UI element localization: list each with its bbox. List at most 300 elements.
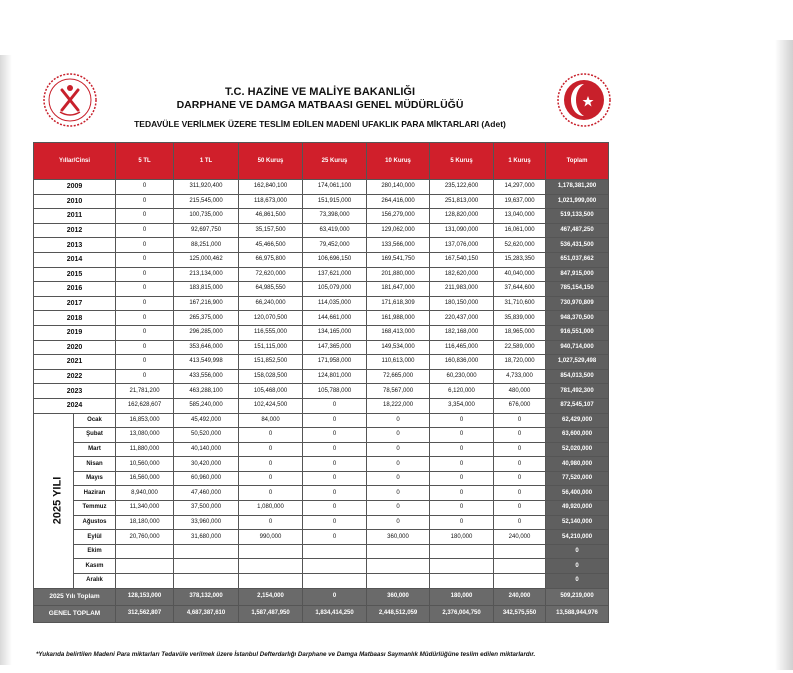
data-cell: 433,556,000 — [174, 369, 239, 384]
data-cell — [303, 544, 367, 559]
table-row — [34, 355, 609, 370]
data-cell: 124,801,000 — [303, 369, 367, 384]
header-cell: Yıllar/Cinsi — [34, 143, 116, 180]
data-cell: 211,983,000 — [430, 282, 494, 297]
data-cell: 118,673,000 — [239, 194, 303, 209]
data-cell: 0 — [367, 486, 430, 501]
row-total-cell: 0 — [546, 574, 609, 589]
data-cell: 63,419,000 — [303, 223, 367, 238]
data-cell: 102,424,500 — [239, 398, 303, 413]
data-cell: 0 — [430, 442, 494, 457]
data-cell: 149,534,000 — [367, 340, 430, 355]
data-cell — [367, 559, 430, 574]
data-cell: 60,230,000 — [430, 369, 494, 384]
table-row — [34, 515, 609, 530]
data-cell: 0 — [239, 471, 303, 486]
data-cell: 180,150,000 — [430, 296, 494, 311]
data-cell: 0 — [303, 398, 367, 413]
table-row — [34, 180, 609, 195]
data-cell: 413,549,998 — [174, 355, 239, 370]
data-cell: 31,710,600 — [494, 296, 546, 311]
data-cell: 1,587,487,950 — [239, 605, 303, 622]
data-cell: 18,965,000 — [494, 325, 546, 340]
data-cell: 463,288,100 — [174, 384, 239, 399]
data-cell: 180,000 — [430, 530, 494, 545]
data-cell: 265,375,000 — [174, 311, 239, 326]
data-cell: 11,340,000 — [116, 501, 174, 516]
data-cell: 311,920,400 — [174, 180, 239, 195]
table-row — [34, 369, 609, 384]
data-cell: 0 — [367, 501, 430, 516]
data-cell: 125,000,462 — [174, 252, 239, 267]
year-label: 2022 — [34, 369, 116, 384]
data-cell — [174, 574, 239, 589]
data-cell: 11,880,000 — [116, 442, 174, 457]
data-cell: 16,061,000 — [494, 223, 546, 238]
data-cell: 0 — [367, 413, 430, 428]
data-cell: 106,696,150 — [303, 252, 367, 267]
table-row — [34, 238, 609, 253]
month-label: Şubat — [74, 428, 116, 443]
data-cell: 72,665,000 — [367, 369, 430, 384]
table-row — [34, 442, 609, 457]
data-cell — [239, 559, 303, 574]
data-cell: 18,180,000 — [116, 515, 174, 530]
year-label: 2012 — [34, 223, 116, 238]
data-cell: 35,839,000 — [494, 311, 546, 326]
data-cell: 105,079,000 — [303, 282, 367, 297]
data-cell — [116, 574, 174, 589]
month-label: Kasım — [74, 559, 116, 574]
data-cell: 676,000 — [494, 398, 546, 413]
data-cell: 161,988,000 — [367, 311, 430, 326]
row-total-cell: 730,970,809 — [546, 296, 609, 311]
data-cell: 134,165,000 — [303, 325, 367, 340]
data-cell: 585,240,000 — [174, 398, 239, 413]
data-cell: 215,545,000 — [174, 194, 239, 209]
page-shadow-left — [0, 55, 12, 665]
data-cell: 240,000 — [494, 588, 546, 605]
data-cell: 353,646,000 — [174, 340, 239, 355]
data-cell: 60,960,000 — [174, 471, 239, 486]
header-cell: 50 Kuruş — [239, 143, 303, 180]
data-cell: 52,620,000 — [494, 238, 546, 253]
row-total-cell: 854,013,500 — [546, 369, 609, 384]
coin-delivery-table — [33, 142, 609, 623]
data-cell: 0 — [239, 486, 303, 501]
data-cell: 0 — [239, 442, 303, 457]
data-cell: 116,465,000 — [430, 340, 494, 355]
data-cell: 0 — [116, 340, 174, 355]
data-cell: 0 — [116, 369, 174, 384]
data-cell: 312,562,807 — [116, 605, 174, 622]
data-cell: 30,420,000 — [174, 457, 239, 472]
table-row — [34, 486, 609, 501]
row-total-cell: 52,020,000 — [546, 442, 609, 457]
data-cell: 235,122,600 — [430, 180, 494, 195]
data-cell: 40,040,000 — [494, 267, 546, 282]
data-cell: 251,813,000 — [430, 194, 494, 209]
data-cell: 35,157,500 — [239, 223, 303, 238]
data-cell: 151,115,000 — [239, 340, 303, 355]
table-row — [34, 282, 609, 297]
year-label: 2013 — [34, 238, 116, 253]
table-row — [34, 530, 609, 545]
data-cell: 10,560,000 — [116, 457, 174, 472]
data-cell: 201,880,000 — [367, 267, 430, 282]
month-label: Aralık — [74, 574, 116, 589]
table-row — [34, 194, 609, 209]
data-cell: 0 — [430, 428, 494, 443]
row-total-cell: 63,600,000 — [546, 428, 609, 443]
header-cell: 10 Kuruş — [367, 143, 430, 180]
data-cell: 50,520,000 — [174, 428, 239, 443]
data-cell: 21,781,200 — [116, 384, 174, 399]
data-cell — [174, 559, 239, 574]
year-label: 2023 — [34, 384, 116, 399]
year-label: 2024 — [34, 398, 116, 413]
row-total-cell: 62,429,000 — [546, 413, 609, 428]
data-cell — [430, 559, 494, 574]
table-row — [34, 457, 609, 472]
directorate-title: DARPHANE VE DAMGA MATBAASI GENEL MÜDÜRLÜĞÜ — [176, 99, 464, 111]
row-total-cell: 1,027,529,498 — [546, 355, 609, 370]
data-cell — [116, 559, 174, 574]
table-row — [34, 384, 609, 399]
row-total-cell: 77,520,000 — [546, 471, 609, 486]
data-cell: 0 — [494, 515, 546, 530]
data-cell: 105,788,000 — [303, 384, 367, 399]
data-cell: 240,000 — [494, 530, 546, 545]
data-cell: 16,853,000 — [116, 413, 174, 428]
data-cell: 45,492,000 — [174, 413, 239, 428]
data-cell: 0 — [239, 457, 303, 472]
data-cell: 0 — [430, 413, 494, 428]
data-cell: 0 — [303, 530, 367, 545]
data-cell: 2,154,000 — [239, 588, 303, 605]
table-row — [34, 574, 609, 589]
data-cell: 18,720,000 — [494, 355, 546, 370]
row-total-cell: 1,178,381,200 — [546, 180, 609, 195]
data-cell: 0 — [239, 515, 303, 530]
data-cell: 37,500,000 — [174, 501, 239, 516]
data-cell: 168,413,000 — [367, 325, 430, 340]
data-cell — [174, 544, 239, 559]
row-total-cell: 0 — [546, 544, 609, 559]
row-total-cell: 54,210,000 — [546, 530, 609, 545]
data-cell: 6,120,000 — [430, 384, 494, 399]
table-row — [34, 544, 609, 559]
data-cell: 79,452,000 — [303, 238, 367, 253]
ministry-title: T.C. HAZİNE VE MALİYE BAKANLIĞI — [224, 86, 416, 98]
table-subtitle: TEDAVÜLE VERİLMEK ÜZERE TESLİM EDİLEN MADENİ UFAKLIK PARA MİKTARLARI (Adet) — [134, 119, 506, 129]
year-label: 2018 — [34, 311, 116, 326]
data-cell: 360,000 — [367, 530, 430, 545]
data-cell: 182,620,000 — [430, 267, 494, 282]
data-cell: 296,285,000 — [174, 325, 239, 340]
row-total-cell: 56,400,000 — [546, 486, 609, 501]
data-cell — [303, 574, 367, 589]
data-cell: 64,985,550 — [239, 282, 303, 297]
data-cell: 4,733,000 — [494, 369, 546, 384]
data-cell: 0 — [116, 282, 174, 297]
data-cell: 0 — [494, 501, 546, 516]
data-cell: 2,376,004,750 — [430, 605, 494, 622]
data-cell: 378,132,000 — [174, 588, 239, 605]
data-cell: 88,251,000 — [174, 238, 239, 253]
month-label: Eylül — [74, 530, 116, 545]
page-shadow-right — [775, 40, 793, 670]
data-cell: 14,297,000 — [494, 180, 546, 195]
data-cell: 137,621,000 — [303, 267, 367, 282]
month-label: Ağustos — [74, 515, 116, 530]
data-cell: 129,062,000 — [367, 223, 430, 238]
data-cell: 0 — [116, 194, 174, 209]
data-cell: 45,466,500 — [239, 238, 303, 253]
row-total-cell: 49,920,000 — [546, 501, 609, 516]
data-cell: 360,000 — [367, 588, 430, 605]
month-label: Temmuz — [74, 501, 116, 516]
data-cell: 0 — [303, 457, 367, 472]
data-cell: 174,061,100 — [303, 180, 367, 195]
data-cell — [430, 574, 494, 589]
data-cell: 114,035,000 — [303, 296, 367, 311]
data-cell: 167,540,150 — [430, 252, 494, 267]
data-cell: 180,000 — [430, 588, 494, 605]
year-label: 2017 — [34, 296, 116, 311]
data-cell: 3,354,000 — [430, 398, 494, 413]
data-cell: 171,618,309 — [367, 296, 430, 311]
data-cell: 0 — [367, 471, 430, 486]
data-cell: 151,852,500 — [239, 355, 303, 370]
data-cell: 0 — [303, 486, 367, 501]
footnote: *Yukarıda belirtilen Madeni Para miktarları Tedavüle verilmek üzere İstanbul Defterdarlığı Darphane ve Damga Matbaası Saymanlık Müdürlüğüne teslim edilen miktarlardır. — [36, 651, 536, 658]
data-cell: 133,566,000 — [367, 238, 430, 253]
row-total-cell: 948,370,500 — [546, 311, 609, 326]
data-cell: 183,815,000 — [174, 282, 239, 297]
data-cell: 0 — [367, 457, 430, 472]
table-row — [34, 311, 609, 326]
year-2025-side-label — [34, 413, 74, 588]
data-cell: 162,840,100 — [239, 180, 303, 195]
table-row — [34, 559, 609, 574]
data-cell: 8,940,000 — [116, 486, 174, 501]
data-cell — [239, 544, 303, 559]
summary-row — [34, 588, 609, 605]
table-row — [34, 501, 609, 516]
data-cell: 2,448,512,059 — [367, 605, 430, 622]
data-cell — [494, 559, 546, 574]
data-cell: 0 — [494, 486, 546, 501]
data-cell: 990,000 — [239, 530, 303, 545]
data-cell: 0 — [116, 223, 174, 238]
data-cell: 128,153,000 — [116, 588, 174, 605]
data-cell: 0 — [494, 413, 546, 428]
year-label: 2014 — [34, 252, 116, 267]
data-cell: 0 — [303, 588, 367, 605]
summary-label: GENEL TOPLAM — [34, 605, 116, 622]
data-cell: 147,365,000 — [303, 340, 367, 355]
data-cell: 33,960,000 — [174, 515, 239, 530]
data-cell — [494, 544, 546, 559]
data-cell: 0 — [303, 428, 367, 443]
year-label: 2016 — [34, 282, 116, 297]
month-label: Ekim — [74, 544, 116, 559]
data-cell — [303, 559, 367, 574]
header-cell: 5 TL — [116, 143, 174, 180]
data-cell: 46,861,500 — [239, 209, 303, 224]
data-cell: 4,687,387,610 — [174, 605, 239, 622]
header-cell: 1 TL — [174, 143, 239, 180]
table-row — [34, 296, 609, 311]
table-row — [34, 223, 609, 238]
data-cell: 0 — [116, 238, 174, 253]
data-cell: 16,560,000 — [116, 471, 174, 486]
year-label: 2010 — [34, 194, 116, 209]
data-cell — [367, 544, 430, 559]
data-cell: 20,760,000 — [116, 530, 174, 545]
data-cell: 0 — [430, 515, 494, 530]
row-total-cell: 536,431,500 — [546, 238, 609, 253]
data-cell: 22,589,000 — [494, 340, 546, 355]
data-cell: 264,416,000 — [367, 194, 430, 209]
table-row — [34, 267, 609, 282]
data-cell: 0 — [303, 501, 367, 516]
data-cell: 1,080,000 — [239, 501, 303, 516]
data-cell: 13,080,000 — [116, 428, 174, 443]
data-cell: 78,567,000 — [367, 384, 430, 399]
header-cell: 25 Kuruş — [303, 143, 367, 180]
data-cell: 84,000 — [239, 413, 303, 428]
data-cell: 0 — [239, 428, 303, 443]
data-cell: 0 — [494, 428, 546, 443]
data-cell: 66,240,000 — [239, 296, 303, 311]
year-label: 2011 — [34, 209, 116, 224]
data-cell: 110,613,000 — [367, 355, 430, 370]
row-total-cell: 781,492,300 — [546, 384, 609, 399]
data-cell: 31,680,000 — [174, 530, 239, 545]
data-cell: 128,820,000 — [430, 209, 494, 224]
data-cell: 0 — [494, 457, 546, 472]
data-cell: 0 — [303, 413, 367, 428]
row-total-cell: 872,545,107 — [546, 398, 609, 413]
data-cell: 13,040,000 — [494, 209, 546, 224]
data-cell: 220,437,000 — [430, 311, 494, 326]
data-cell: 0 — [116, 267, 174, 282]
row-total-cell: 52,140,000 — [546, 515, 609, 530]
year-label: 2020 — [34, 340, 116, 355]
data-cell: 15,283,350 — [494, 252, 546, 267]
row-total-cell: 847,915,000 — [546, 267, 609, 282]
data-cell: 156,279,000 — [367, 209, 430, 224]
table-row — [34, 325, 609, 340]
table-row — [34, 209, 609, 224]
data-cell: 169,541,750 — [367, 252, 430, 267]
data-cell: 0 — [494, 442, 546, 457]
data-cell: 0 — [116, 252, 174, 267]
data-cell: 92,697,750 — [174, 223, 239, 238]
data-cell: 171,958,000 — [303, 355, 367, 370]
row-total-cell: 467,487,250 — [546, 223, 609, 238]
data-cell: 0 — [430, 457, 494, 472]
row-total-cell: 13,588,944,976 — [546, 605, 609, 622]
summary-row — [34, 605, 609, 622]
table-row — [34, 413, 609, 428]
month-label: Mayıs — [74, 471, 116, 486]
data-cell: 19,637,000 — [494, 194, 546, 209]
row-total-cell: 651,037,662 — [546, 252, 609, 267]
data-cell: 0 — [494, 471, 546, 486]
table-row — [34, 428, 609, 443]
row-total-cell: 916,551,000 — [546, 325, 609, 340]
data-cell: 167,216,900 — [174, 296, 239, 311]
month-label: Nisan — [74, 457, 116, 472]
header-cell: 5 Kuruş — [430, 143, 494, 180]
row-total-cell: 40,980,000 — [546, 457, 609, 472]
data-cell: 100,735,000 — [174, 209, 239, 224]
data-cell: 144,661,000 — [303, 311, 367, 326]
data-cell: 0 — [303, 515, 367, 530]
data-cell — [430, 544, 494, 559]
data-cell: 0 — [116, 296, 174, 311]
data-cell: 0 — [430, 501, 494, 516]
data-cell: 66,975,800 — [239, 252, 303, 267]
data-cell: 160,836,000 — [430, 355, 494, 370]
data-cell — [116, 544, 174, 559]
data-cell: 151,915,000 — [303, 194, 367, 209]
data-cell: 0 — [303, 471, 367, 486]
data-cell: 0 — [430, 471, 494, 486]
summary-label: 2025 Yılı Toplam — [34, 588, 116, 605]
data-cell: 0 — [116, 311, 174, 326]
header-cell: Toplam — [546, 143, 609, 180]
data-cell: 131,090,000 — [430, 223, 494, 238]
table-row — [34, 471, 609, 486]
data-cell: 116,555,000 — [239, 325, 303, 340]
row-total-cell: 519,133,500 — [546, 209, 609, 224]
month-label: Mart — [74, 442, 116, 457]
table-row — [34, 252, 609, 267]
data-cell: 158,028,500 — [239, 369, 303, 384]
header-cell: 1 Kuruş — [494, 143, 546, 180]
data-cell: 1,834,414,250 — [303, 605, 367, 622]
data-cell: 162,628,607 — [116, 398, 174, 413]
year-label: 2021 — [34, 355, 116, 370]
data-cell: 0 — [116, 355, 174, 370]
data-cell: 47,460,000 — [174, 486, 239, 501]
data-cell: 181,647,000 — [367, 282, 430, 297]
row-total-cell: 509,219,000 — [546, 588, 609, 605]
month-label: Haziran — [74, 486, 116, 501]
table-row — [34, 398, 609, 413]
data-cell: 0 — [116, 325, 174, 340]
month-label: Ocak — [74, 413, 116, 428]
data-cell: 0 — [367, 515, 430, 530]
table-header-row — [34, 143, 609, 180]
data-cell — [367, 574, 430, 589]
data-cell: 37,644,600 — [494, 282, 546, 297]
data-cell — [239, 574, 303, 589]
data-cell — [494, 574, 546, 589]
data-cell: 137,076,000 — [430, 238, 494, 253]
data-cell: 480,000 — [494, 384, 546, 399]
data-cell: 0 — [367, 428, 430, 443]
row-total-cell: 0 — [546, 559, 609, 574]
table-row — [34, 340, 609, 355]
data-cell: 40,140,000 — [174, 442, 239, 457]
data-cell: 342,575,550 — [494, 605, 546, 622]
data-cell: 0 — [116, 209, 174, 224]
